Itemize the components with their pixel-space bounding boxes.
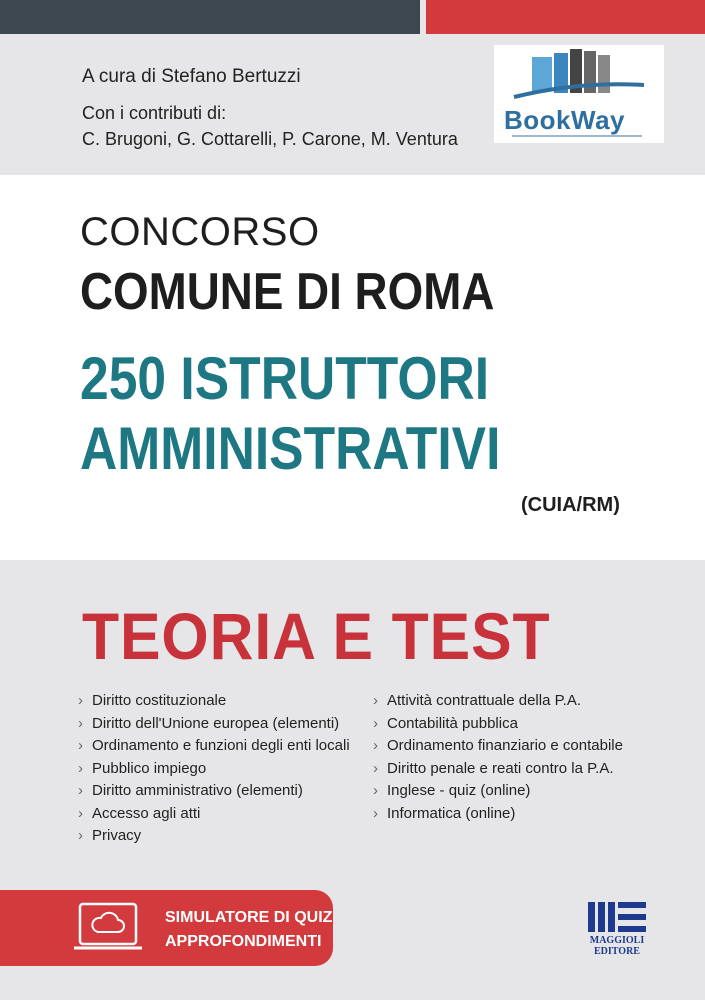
topic-item: › Diritto amministrativo (elementi) [78, 780, 350, 803]
title-250-istruttori: 250 ISTRUTTORI [80, 345, 490, 412]
laptop-cloud-icon [74, 902, 146, 954]
topic-item: › Inglese - quiz (online) [373, 780, 623, 803]
topic-item: › Diritto dell'Unione europea (elementi) [78, 713, 350, 736]
curator-line: A cura di Stefano Bertuzzi [82, 66, 301, 87]
topics-list-left [78, 690, 350, 848]
topic-item: › Contabilità pubblica [373, 713, 623, 736]
contributions-label: Con i contributi di: [82, 103, 227, 123]
topic-item: › Pubblico impiego [78, 758, 350, 781]
extras-text [165, 906, 332, 954]
bookshelf-icon [494, 45, 664, 105]
top-bar-dark [0, 0, 420, 34]
contributors-block [82, 100, 458, 152]
topic-item: › Accesso agli atti [78, 803, 350, 826]
topic-item: › Attività contrattuale della P.A. [373, 690, 623, 713]
title-comune: COMUNE DI ROMA [80, 263, 495, 321]
publisher-line1: MAGGIOLI [589, 935, 645, 946]
contributors-names: C. Brugoni, G. Cottarelli, P. Carone, M. Ventura [82, 129, 458, 149]
topic-item: › Informatica (online) [373, 803, 623, 826]
title-concorso: CONCORSO [80, 210, 320, 254]
topic-item: › Privacy [78, 825, 350, 848]
title-amministrativi: AMMINISTRATIVI [80, 415, 501, 482]
subtitle-teoria-e-test: TEORIA E TEST [82, 599, 551, 673]
bookway-logo [494, 45, 664, 143]
logo-text: BookWay [504, 105, 625, 135]
top-bar-red [426, 0, 705, 34]
logo-underline [512, 135, 642, 137]
topic-item: › Ordinamento finanziario e contabile [373, 735, 623, 758]
extras-insights: APPROFONDIMENTI [165, 933, 322, 950]
topic-item: › Ordinamento e funzioni degli enti locali [78, 735, 350, 758]
publisher-name [583, 935, 651, 957]
title-code: (CUIA/RM) [521, 494, 620, 516]
publisher-line2: EDITORE [594, 946, 640, 957]
extras-quiz-simulator: SIMULATORE DI QUIZ [165, 909, 333, 926]
topic-item: › Diritto costituzionale [78, 690, 350, 713]
topics-list-right [373, 690, 623, 825]
topic-item: › Diritto penale e reati contro la P.A. [373, 758, 623, 781]
